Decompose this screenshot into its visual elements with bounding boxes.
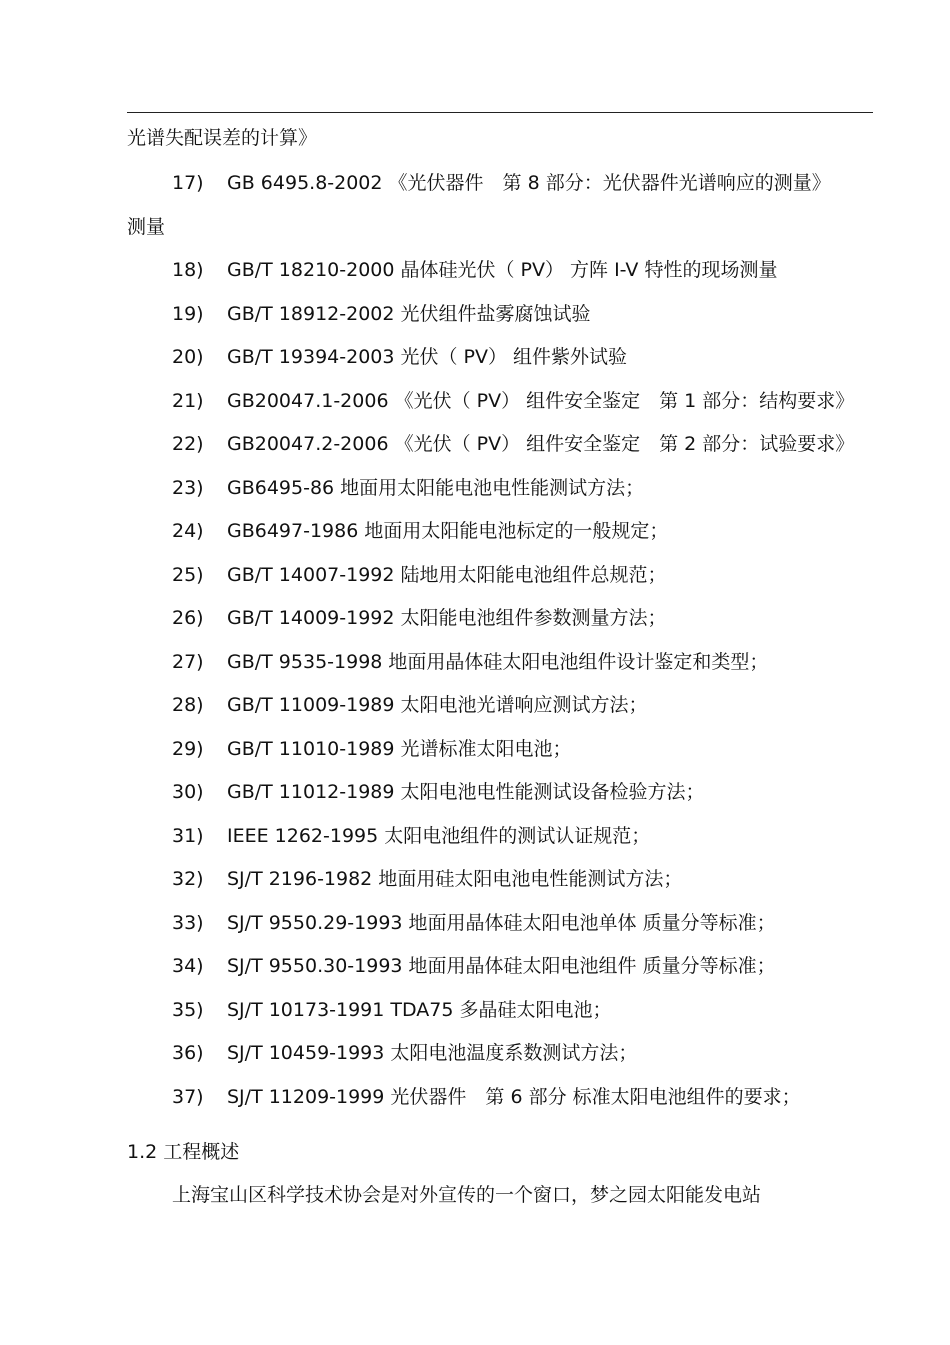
item-text: GB/T 14009-1992 太阳能电池组件参数测量方法； — [227, 607, 667, 629]
item-text: GB/T 19394-2003 光伏（ PV） 组件紫外试验 — [227, 346, 628, 368]
item-number: 22) — [172, 433, 204, 455]
item-text: GB/T 11012-1989 太阳电池电性能测试设备检验方法； — [227, 781, 705, 803]
item-number: 18) — [172, 259, 204, 281]
item-number: 19) — [172, 303, 204, 325]
paragraph-text: 上海宝山区科学技术协会是对外宣传的一个窗口，梦之园太阳能发电站 — [172, 1184, 762, 1206]
item-number: 23) — [172, 477, 204, 499]
continuation-text-top: 光谱失配误差的计算》 — [127, 127, 318, 149]
section-heading: 1.2 工程概述 — [127, 1141, 240, 1163]
continuation-text: 测量 — [127, 216, 166, 238]
item-text: GB/T 18210-2000 晶体硅光伏（ PV） 方阵 I-V 特性的现场测量 — [227, 259, 778, 281]
item-text: GB6497-1986 地面用太阳能电池标定的一般规定； — [227, 520, 669, 542]
item-number: 20) — [172, 346, 204, 368]
item-number: 32) — [172, 868, 204, 890]
item-number: 26) — [172, 607, 204, 629]
item-number: 35) — [172, 999, 204, 1021]
item-number: 31) — [172, 825, 204, 847]
item-text: SJ/T 9550.29-1993 地面用晶体硅太阳电池单体 质量分等标准； — [227, 912, 776, 934]
item-text: GB/T 14007-1992 陆地用太阳能电池组件总规范； — [227, 564, 667, 586]
item-text: SJ/T 2196-1982 地面用硅太阳电池电性能测试方法； — [227, 868, 683, 890]
item-text: GB/T 11010-1989 光谱标准太阳电池； — [227, 738, 572, 760]
item-text: GB20047.1-2006 《光伏（ PV） 组件安全鉴定 第 1 部分：结构要求》 — [227, 390, 855, 412]
item-text: GB6495-86 地面用太阳能电池电性能测试方法； — [227, 477, 645, 499]
item-text: SJ/T 10173-1991 TDA75 多晶硅太阳电池； — [227, 999, 612, 1021]
item-text: IEEE 1262-1995 太阳电池组件的测试认证规范； — [227, 825, 651, 847]
item-number: 17) — [172, 172, 204, 194]
header-rule — [127, 112, 873, 113]
item-number: 36) — [172, 1042, 204, 1064]
item-text: GB/T 9535-1998 地面用晶体硅太阳电池组件设计鉴定和类型； — [227, 651, 769, 673]
item-number: 34) — [172, 955, 204, 977]
item-text: SJ/T 11209-1999 光伏器件 第 6 部分 标准太阳电池组件的要求； — [227, 1086, 801, 1108]
item-number: 27) — [172, 651, 204, 673]
item-text: GB/T 11009-1989 太阳电池光谱响应测试方法； — [227, 694, 648, 716]
item-text: SJ/T 10459-1993 太阳电池温度系数测试方法； — [227, 1042, 638, 1064]
item-number: 24) — [172, 520, 204, 542]
item-text: GB/T 18912-2002 光伏组件盐雾腐蚀试验 — [227, 303, 591, 325]
item-text: GB 6495.8-2002 《光伏器件 第 8 部分：光伏器件光谱响应的测量》 — [227, 172, 831, 194]
item-number: 37) — [172, 1086, 204, 1108]
item-number: 21) — [172, 390, 204, 412]
item-text: SJ/T 9550.30-1993 地面用晶体硅太阳电池组件 质量分等标准； — [227, 955, 776, 977]
item-number: 25) — [172, 564, 204, 586]
item-text: GB20047.2-2006 《光伏（ PV） 组件安全鉴定 第 2 部分：试验要求》 — [227, 433, 855, 455]
item-number: 28) — [172, 694, 204, 716]
item-number: 30) — [172, 781, 204, 803]
item-number: 33) — [172, 912, 204, 934]
item-number: 29) — [172, 738, 204, 760]
